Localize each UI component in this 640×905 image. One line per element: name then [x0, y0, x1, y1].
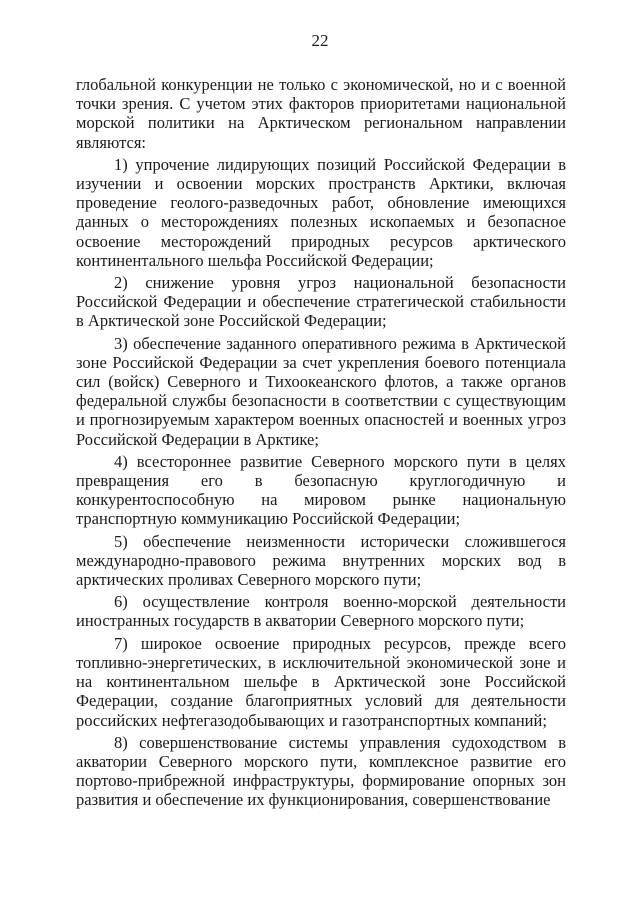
item-text: совершенствование системы управления судоходством в акватории Северного морского пути, комплексное развитие его портово-прибрежной инфраструктуры, формирование опорных зон развития и обеспечение их функционирования, совершенствование: [76, 732, 567, 810]
item-text: снижение уровня угроз национальной безопасности Российской Федерации и обеспечение стратегической стабильности в Арктической зоне Российской Федерации;: [76, 273, 566, 331]
list-item: [76, 155, 566, 270]
item-number: 7): [114, 633, 128, 653]
item-number: 5): [114, 531, 128, 551]
list-item: [76, 532, 566, 590]
item-number: 3): [114, 333, 128, 353]
list-item: [76, 452, 566, 529]
list-item: [76, 733, 566, 810]
intro-paragraph: глобальной конкуренции не только с экономической, но и с военной точки зрения. С учетом этих факторов приоритетами национальной морской политики на Арктическом региональном направлении являются:: [76, 75, 566, 152]
list-item: [76, 273, 566, 331]
list-item: [76, 592, 566, 630]
document-body: [76, 75, 566, 810]
item-text: обеспечение заданного оперативного режима в Арктической зоне Российской Федерации за счет укрепления боевого потенциала сил (войск) Северного и Тихоокеанского флотов, а также органов федеральной службы безопасности в соответствии с существующим и прогнозируемым характером военных опасностей и военных угроз Российской Федерации в Арктике;: [76, 333, 566, 449]
item-number: 1): [114, 154, 128, 174]
item-number: 8): [114, 732, 128, 752]
item-number: 4): [114, 451, 128, 471]
item-text: осуществление контроля военно-морской деятельности иностранных государств в акватории Северного морского пути;: [76, 592, 567, 631]
item-number: 2): [114, 273, 128, 293]
page-number: 22: [311, 31, 329, 50]
list-item: [76, 334, 566, 449]
item-text: широкое освоение природных ресурсов, прежде всего топливно-энергетических, в исключительной экономической зоне и на континентальном шельфе в Арктической зоне Российской Федерации, создание благоприятных условий для деятельности российских нефтегазодобывающих и газотранспортных компаний;: [76, 633, 566, 730]
item-text: всестороннее развитие Северного морского пути в целях превращения его в безопасную круглогодичную и конкурентоспособную на мировом рынке национальную транспортную коммуникацию Российской Федерации;: [76, 451, 567, 529]
item-number: 6): [114, 592, 128, 612]
item-text: обеспечение неизменности исторически сложившегося международно-правового режима внутренних морских вод в арктических проливах Северного морского пути;: [76, 531, 567, 590]
item-text: упрочение лидирующих позиций Российской Федерации в изучении и освоении морских пространств Арктики, включая проведение геолого-разведочных работ, обновление имеющихся данных о месторождениях полезных ископаемых и безопасное освоение месторождений природных ресурсов арктического континентального шельфа Российской Федерации;: [76, 154, 567, 270]
list-item: [76, 634, 566, 730]
